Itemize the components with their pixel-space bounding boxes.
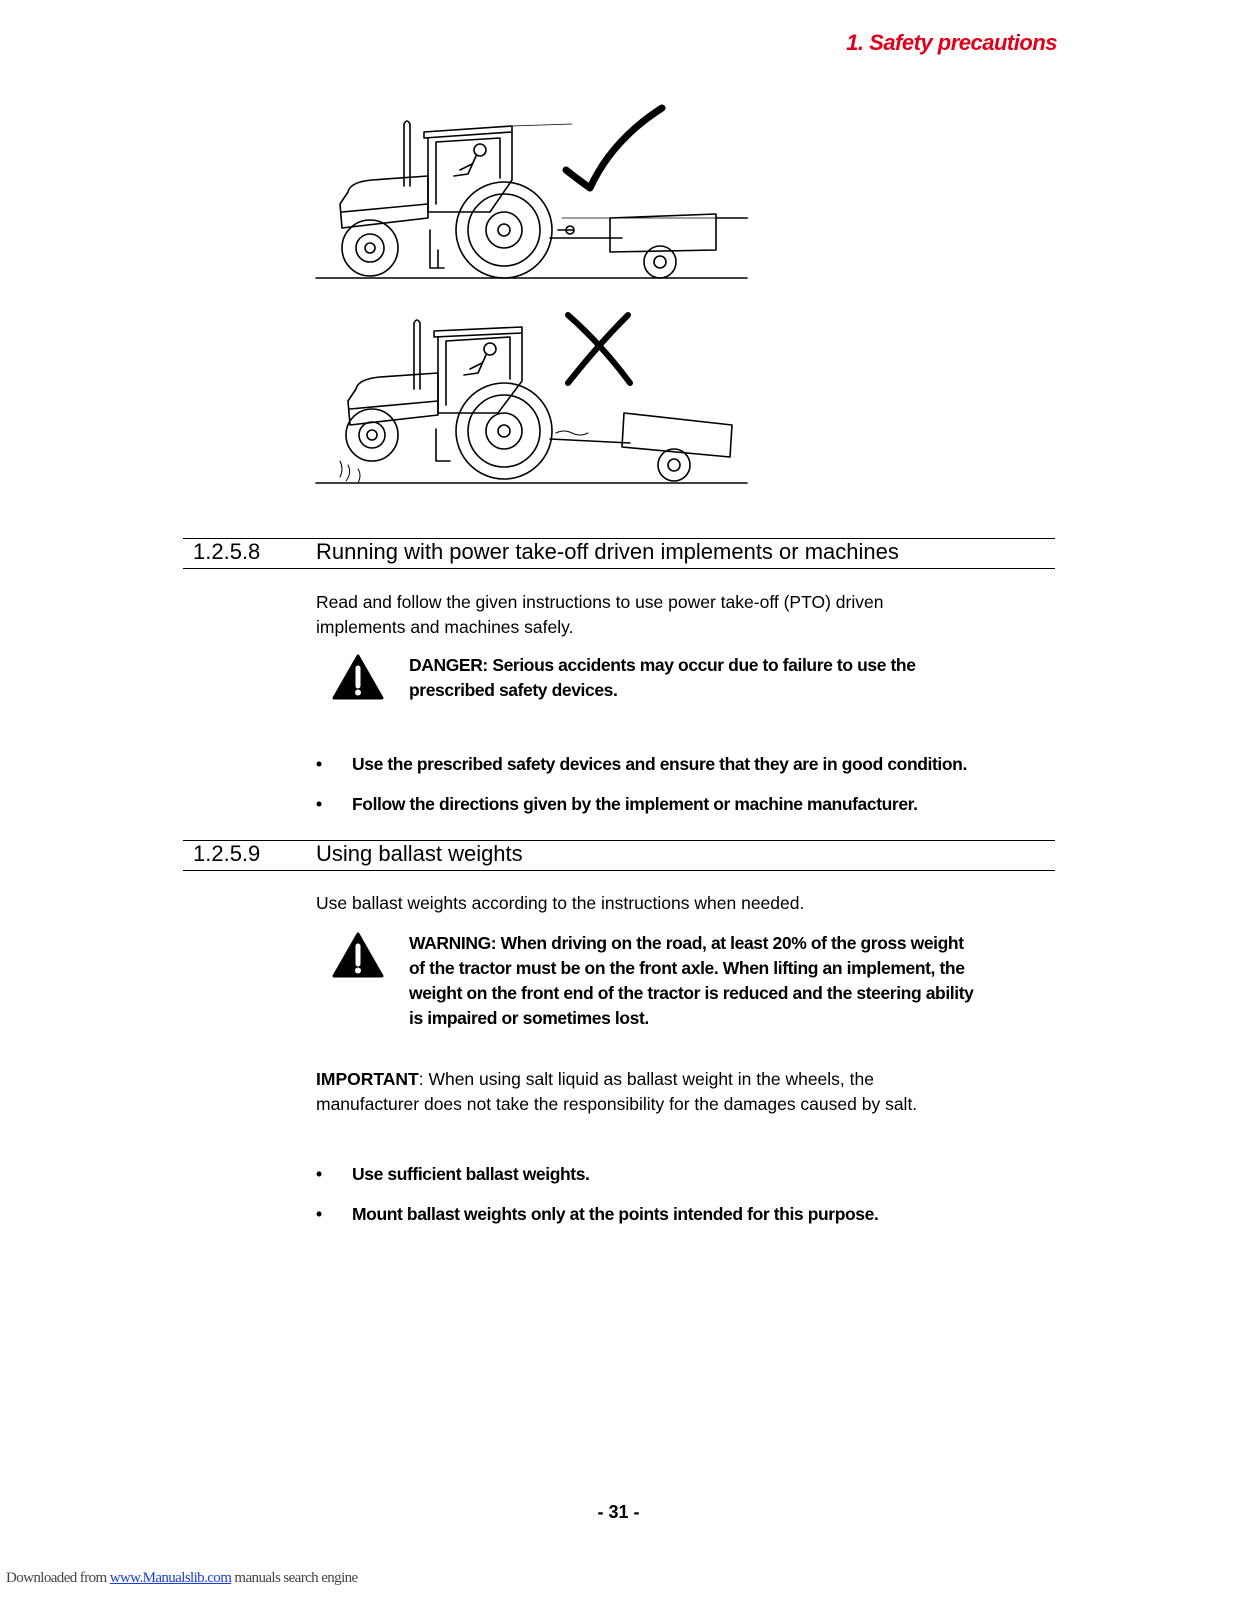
page-number: - 31 - xyxy=(597,1502,640,1522)
warning-notice xyxy=(409,931,1059,1031)
danger-line: DANGER: Serious accidents may occur due to failure to use the xyxy=(409,655,916,675)
warning-icon xyxy=(332,932,384,978)
section-number: 1.2.5.8 xyxy=(193,539,261,564)
important-text: : When using salt liquid as ballast weight in the wheels, the xyxy=(418,1069,874,1089)
tractor-correct-illustration xyxy=(312,100,752,285)
danger-warning-icon xyxy=(332,654,384,700)
bullet-symbol: • xyxy=(316,1164,323,1184)
bullet-symbol: • xyxy=(316,1204,323,1224)
important-label: IMPORTANT xyxy=(316,1069,419,1089)
section-rule-bottom xyxy=(183,568,1055,569)
warning-line: WARNING: When driving on the road, at least 20% of the gross weight xyxy=(409,933,964,953)
intro-line: implements and machines safely. xyxy=(316,617,574,637)
bullet-item: Use sufficient ballast weights. xyxy=(352,1164,590,1184)
download-footer xyxy=(6,1570,358,1587)
manualslib-link[interactable]: www.Manualslib.com xyxy=(109,1570,232,1586)
checkmark-icon xyxy=(566,108,662,188)
section-number: 1.2.5.9 xyxy=(193,841,261,866)
footer-suffix: manuals search engine xyxy=(231,1570,358,1586)
section-title: Running with power take-off driven implements or machines xyxy=(316,539,899,564)
important-note xyxy=(316,1067,1036,1117)
cross-icon xyxy=(568,315,630,383)
important-text: manufacturer does not take the responsibility for the damages caused by salt. xyxy=(316,1094,918,1114)
bullet-symbol: • xyxy=(316,794,323,814)
footer-prefix: Downloaded from xyxy=(6,1570,110,1586)
section-title: Using ballast weights xyxy=(316,841,523,866)
section-intro xyxy=(316,590,1036,640)
chapter-title: 1. Safety precautions xyxy=(846,30,1057,55)
bullet-symbol: • xyxy=(316,754,323,774)
intro-line: Read and follow the given instructions to use power take-off (PTO) driven xyxy=(316,592,884,612)
danger-line: prescribed safety devices. xyxy=(409,680,618,700)
tractor-incorrect-illustration xyxy=(312,305,752,490)
warning-line: is impaired or sometimes lost. xyxy=(409,1008,649,1028)
section-rule-top xyxy=(183,840,1055,841)
warning-line: weight on the front end of the tractor is reduced and the steering ability xyxy=(409,983,974,1003)
section-rule-bottom xyxy=(183,870,1055,871)
danger-notice xyxy=(409,653,1059,703)
bullet-item: Use the prescribed safety devices and ensure that they are in good condition. xyxy=(352,754,967,774)
warning-line: of the tractor must be on the front axle. When lifting an implement, the xyxy=(409,958,965,978)
bullet-item: Mount ballast weights only at the points intended for this purpose. xyxy=(352,1204,879,1224)
bullet-item: Follow the directions given by the implement or machine manufacturer. xyxy=(352,794,918,814)
section-intro: Use ballast weights according to the instructions when needed. xyxy=(316,893,805,913)
